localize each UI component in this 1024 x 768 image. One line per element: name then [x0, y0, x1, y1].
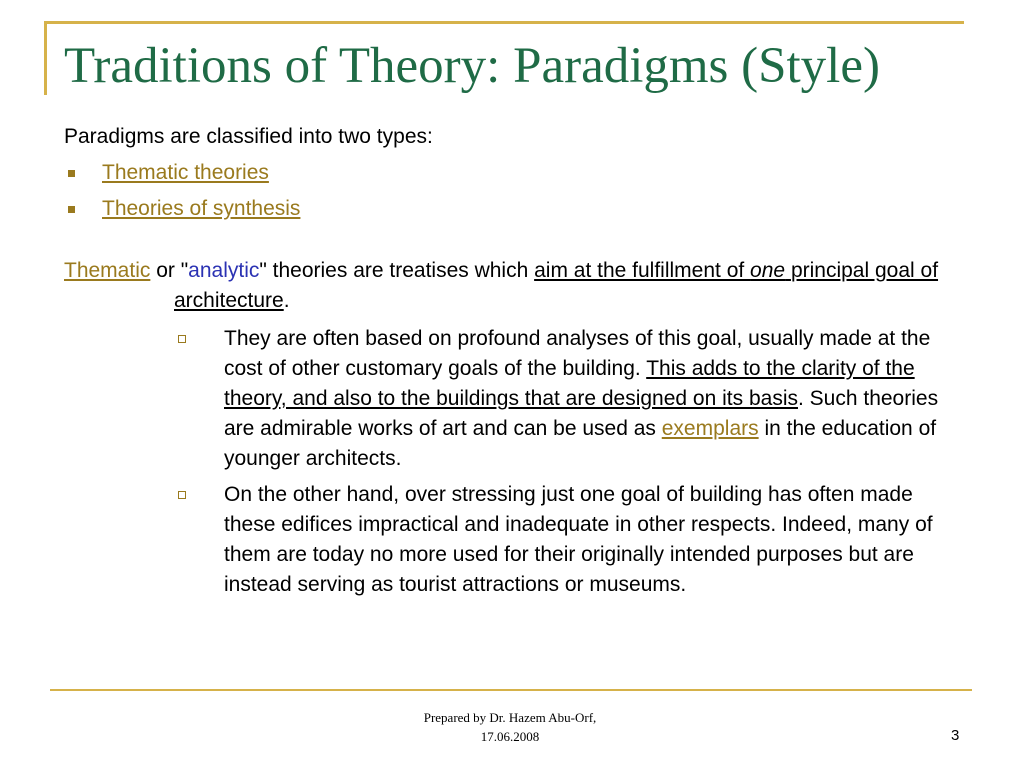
list-item [224, 480, 964, 600]
thematic-detail-list [64, 324, 964, 600]
list-item [64, 194, 964, 224]
text-span: . [283, 289, 290, 312]
underlined-phrase: This adds to the clarity of the theory, and also to the buildings that are designed on its basis [224, 357, 915, 410]
footer-rule [50, 689, 972, 691]
thematic-definition [64, 256, 964, 316]
text-span: principal goal of architecture [174, 259, 939, 312]
text-span: On the other hand, over stressing just one goal of building has often made these edifices impractical and inadequate in other respects. Indeed, many of them are today no more used for their originally intended purposes but are instead serving as tourist attractions or museums. [224, 483, 933, 596]
intro-text: Paradigms are classified into two types: [64, 125, 433, 148]
hollow-square-bullet-icon [178, 491, 186, 499]
slide-body [64, 122, 964, 606]
thematic-link[interactable]: Thematic [64, 259, 151, 282]
emphasis-one: one [750, 259, 786, 282]
list-item [224, 324, 964, 474]
text-span: . Such theories are admirable works of art and can be used as [224, 387, 939, 440]
footer-line: 17.06.2008 [480, 729, 540, 744]
text-span: in the education of younger architects. [224, 417, 937, 470]
square-bullet-icon [68, 206, 75, 213]
exemplars-link[interactable]: exemplars [661, 417, 759, 440]
text-span: " theories are treatises which [259, 259, 535, 282]
text-span: aim at the fulfillment of [534, 259, 751, 282]
footer-line: Prepared by Dr. Hazem Abu-Orf, [423, 710, 597, 725]
slide-title: Traditions of Theory: Paradigms (Style) [64, 38, 880, 94]
analytic-term: analytic [188, 259, 260, 282]
frame-left-rule [44, 21, 47, 95]
text-span: They are often based on profound analyses of this goal, usually made at the cost of other customary goals of the building. [224, 327, 931, 380]
paradigm-type-list [64, 158, 964, 224]
thematic-theories-link[interactable]: Thematic theories [102, 161, 269, 184]
theories-of-synthesis-link[interactable]: Theories of synthesis [102, 197, 301, 220]
square-bullet-icon [68, 170, 75, 177]
footer-credit [390, 708, 630, 746]
frame-top-rule [44, 21, 964, 24]
hollow-square-bullet-icon [178, 335, 186, 343]
text-span: or " [150, 259, 189, 282]
list-item [64, 158, 964, 188]
page-number: 3 [951, 727, 960, 744]
